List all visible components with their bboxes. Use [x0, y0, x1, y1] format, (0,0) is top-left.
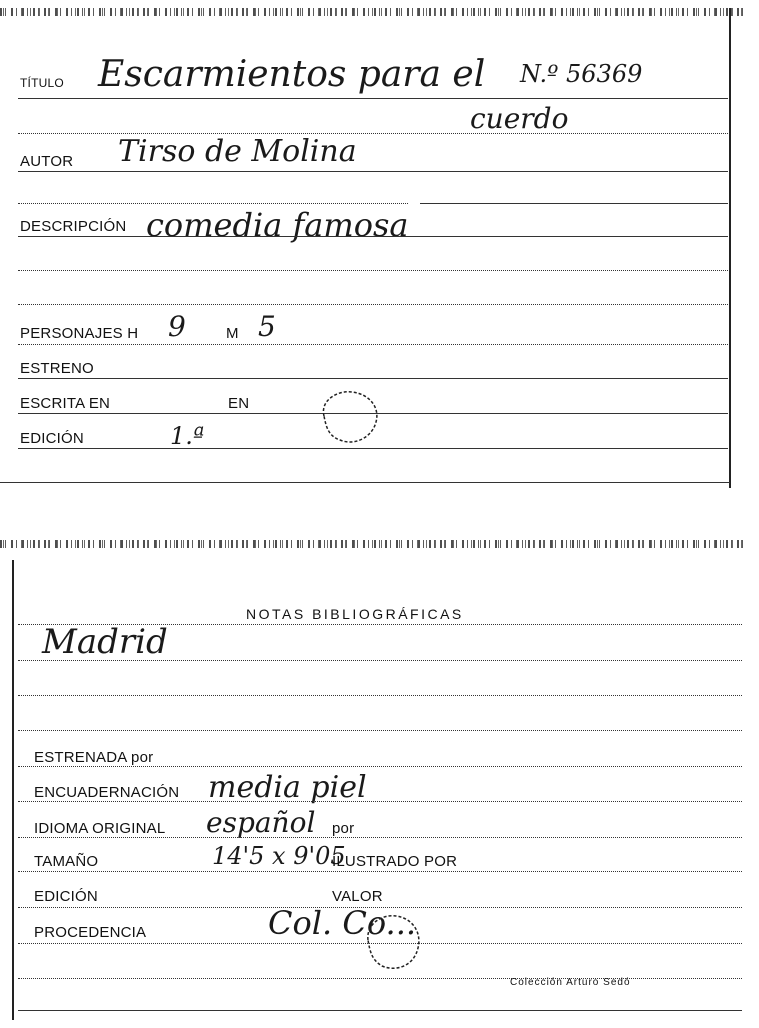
scan-edge: [0, 8, 745, 16]
estrenada-line: [18, 766, 742, 767]
idioma-label: IDIOMA ORIGINAL: [34, 820, 166, 837]
notas-value: Madrid: [42, 622, 168, 662]
titulo-line: [18, 98, 728, 99]
card-edge: [12, 560, 14, 1020]
descripcion-line-2: [18, 270, 728, 271]
edicion-value: 1.ª: [170, 422, 205, 450]
estrenada-label: ESTRENADA por: [34, 749, 154, 766]
procedencia-value: Col. Co...: [268, 904, 417, 942]
idioma-line: [18, 837, 742, 838]
autor-line-2b: [420, 203, 728, 204]
autor-line-2: [18, 203, 408, 204]
personajes-line: [18, 344, 728, 345]
edicion-label: EDICIÓN: [20, 430, 84, 447]
escrita-en-label: ESCRITA EN: [20, 395, 111, 412]
personajes-m-label: M: [226, 325, 239, 342]
catalog-card-back: [0, 540, 745, 1020]
encuadernacion-label: ENCUADERNACIÓN: [34, 784, 180, 801]
card-edge: [729, 8, 731, 488]
descripcion-label: DESCRIPCIÓN: [20, 218, 127, 235]
titulo-value: Escarmientos para el: [98, 54, 486, 95]
idioma-value: español: [206, 806, 316, 839]
tamano-line: [18, 871, 742, 872]
procedencia-line: [18, 943, 742, 944]
personajes-h-value: 9: [168, 310, 186, 343]
valor-label: VALOR: [332, 888, 383, 905]
notas-line-3: [18, 695, 742, 696]
procedencia-label: PROCEDENCIA: [34, 924, 147, 941]
tamano-label: TAMAÑO: [34, 853, 99, 870]
ink-blot: [314, 386, 384, 448]
estreno-line: [18, 378, 728, 379]
en-label: EN: [228, 395, 250, 412]
personajes-m-value: 5: [258, 310, 276, 343]
idioma-por-label: por: [332, 820, 355, 837]
autor-value: Tirso de Molina: [118, 134, 357, 169]
descripcion-line: [18, 236, 728, 237]
descripcion-line-3: [18, 304, 728, 305]
notas-line-2: [18, 660, 742, 661]
autor-line: [18, 171, 728, 172]
autor-label: AUTOR: [20, 153, 74, 170]
tamano-value: 14'5 x 9'05: [212, 842, 346, 870]
procedencia-line-2: [18, 978, 742, 979]
edicion-line: [18, 448, 728, 449]
scan-edge: [0, 540, 745, 548]
encuadernacion-line: [18, 801, 742, 802]
titulo-value-cont: cuerdo: [470, 102, 569, 135]
descripcion-value: comedia famosa: [146, 206, 409, 244]
personajes-h-label: PERSONAJES H: [20, 325, 139, 342]
encuadernacion-value: media piel: [208, 770, 367, 805]
record-number: N.º 56369: [520, 60, 643, 88]
ilustrado-label: ILUSTRADO POR: [332, 853, 458, 870]
estreno-label: ESTRENO: [20, 360, 94, 377]
titulo-label: TÍTULO: [20, 76, 64, 90]
edicion-back-label: EDICIÓN: [34, 888, 98, 905]
notas-heading: NOTAS BIBLIOGRÁFICAS: [246, 606, 464, 622]
collection-footer: Colección Arturo Sedó: [510, 977, 631, 988]
card-bottom-edge: [0, 482, 730, 483]
catalog-card-front: [0, 8, 745, 488]
notas-line-4: [18, 730, 742, 731]
card-bottom-line: [18, 1010, 742, 1011]
